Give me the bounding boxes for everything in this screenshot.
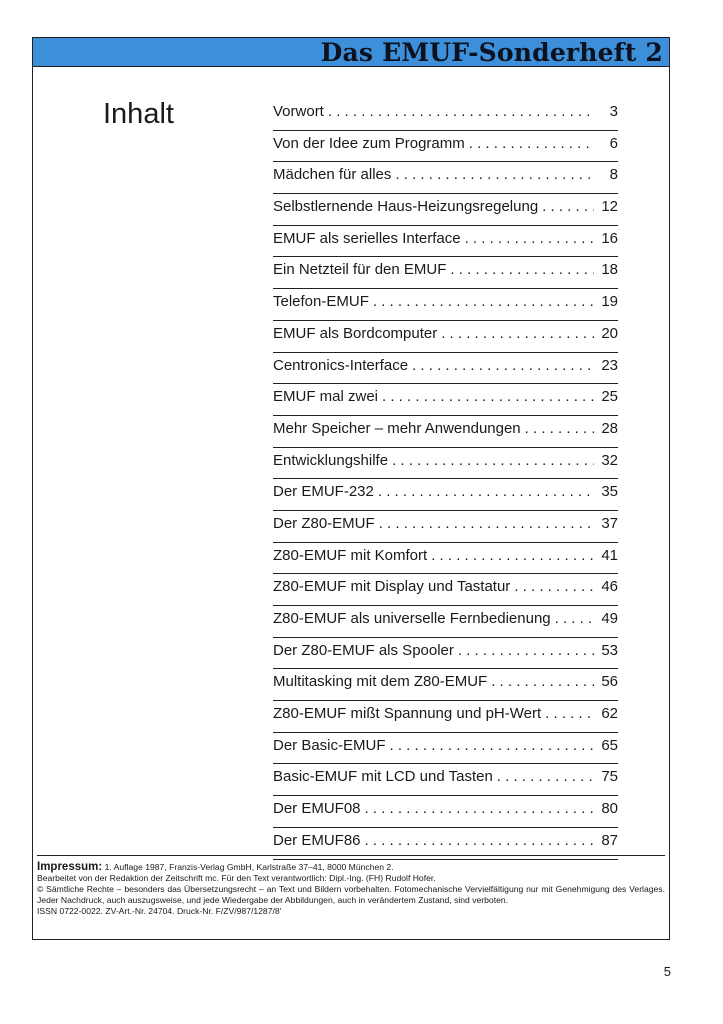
toc-entry-page: 87 xyxy=(601,831,618,849)
toc-entry-title: Entwicklungshilfe xyxy=(273,451,389,469)
toc-entry-title: Mehr Speicher – mehr Anwendungen xyxy=(273,419,521,437)
toc-entry-page: 62 xyxy=(601,705,618,723)
toc-leader-dots xyxy=(458,642,594,659)
toc-leader-dots xyxy=(412,357,594,374)
toc-entry-page: 6 xyxy=(609,134,618,152)
toc-entry-page: 16 xyxy=(601,229,618,247)
toc-entry xyxy=(273,321,618,353)
impressum-line-3: © Sämtliche Rechte – besonders das Übersetzungsrecht – an Text und Bildern vorbehalten. Fotomechanische Vervielfältigung nur mit Genehmigung des Verlages. xyxy=(37,884,665,894)
toc-entry-title: Der Z80-EMUF als Spooler xyxy=(273,641,454,659)
toc-entry-title: Mädchen für alles xyxy=(273,166,392,184)
toc-entry-title: Z80-EMUF mit Display und Tastatur xyxy=(273,578,511,596)
toc-leader-dots xyxy=(491,673,594,690)
impressum xyxy=(37,855,665,917)
toc-entry-title: Multitasking mit dem Z80-EMUF xyxy=(273,673,488,691)
toc-leader-dots xyxy=(390,737,594,754)
table-of-contents xyxy=(273,99,618,860)
toc-entry xyxy=(273,638,618,670)
toc-entry-page: 20 xyxy=(601,324,618,342)
toc-entry-page: 28 xyxy=(601,419,618,437)
toc-entry xyxy=(273,764,618,796)
banner-title: Das EMUF-Sonderheft 2 xyxy=(320,38,663,67)
toc-entry-page: 35 xyxy=(601,483,618,501)
toc-entry-title: EMUF als Bordcomputer xyxy=(273,324,438,342)
toc-entry-title: Centronics-Interface xyxy=(273,356,409,374)
toc-entry xyxy=(273,511,618,543)
toc-entry-title: Selbstlernende Haus-Heizungsregelung xyxy=(273,198,539,216)
toc-entry-title: Z80-EMUF mit Komfort xyxy=(273,546,428,564)
page-frame xyxy=(32,37,670,940)
impressum-line-5: ISSN 0722-0022. ZV-Art.-Nr. 24704. Druck-Nr. F/ZV/987/1287/8' xyxy=(37,906,282,916)
toc-entry-page: 65 xyxy=(601,736,618,754)
toc-entry-title: Der EMUF08 xyxy=(273,800,361,818)
toc-leader-dots xyxy=(555,610,594,627)
toc-entry xyxy=(273,543,618,575)
toc-leader-dots xyxy=(545,705,594,722)
toc-entry-title: EMUF als serielles Interface xyxy=(273,229,461,247)
toc-entry-page: 41 xyxy=(601,546,618,564)
toc-entry xyxy=(273,669,618,701)
impressum-label: Impressum: xyxy=(37,861,103,873)
toc-leader-dots xyxy=(542,198,594,215)
toc-entry-page: 12 xyxy=(601,198,618,216)
toc-entry-page: 80 xyxy=(601,800,618,818)
toc-entry-page: 23 xyxy=(601,356,618,374)
toc-entry xyxy=(273,353,618,385)
toc-entry xyxy=(273,796,618,828)
toc-leader-dots xyxy=(497,768,594,785)
toc-entry-title: Der Z80-EMUF xyxy=(273,514,375,532)
title-banner xyxy=(33,38,669,67)
toc-entry-title: Von der Idee zum Programm xyxy=(273,134,465,152)
impressum-line-2: Bearbeitet von der Redaktion der Zeitschrift mc. Für den Text verantwortlich: Dipl.-Ing. (FH) Rudolf Hofer. xyxy=(37,873,436,883)
toc-entry-title: Der EMUF86 xyxy=(273,831,361,849)
toc-entry xyxy=(273,448,618,480)
toc-entry xyxy=(273,99,618,131)
toc-leader-dots xyxy=(382,388,594,405)
toc-entry xyxy=(273,194,618,226)
toc-entry-title: Der Basic-EMUF xyxy=(273,736,386,754)
toc-leader-dots xyxy=(379,515,594,532)
impressum-line-4: Jeder Nachdruck, auch auszugsweise, und jede Wiedergabe der Abbildungen, auch in verändertem Zustand, sind verboten. xyxy=(37,895,509,905)
toc-entry xyxy=(273,162,618,194)
toc-leader-dots xyxy=(378,483,594,500)
toc-leader-dots xyxy=(373,293,594,310)
toc-entry-page: 18 xyxy=(601,261,618,279)
toc-entry-page: 46 xyxy=(601,578,618,596)
contents-heading: Inhalt xyxy=(103,98,174,130)
impressum-line-1: 1. Auflage 1987, Franzis-Verlag GmbH, Karlstraße 37–41, 8000 München 2. xyxy=(104,862,394,872)
toc-entry-page: 25 xyxy=(601,388,618,406)
toc-entry xyxy=(273,416,618,448)
toc-entry-page: 49 xyxy=(601,610,618,627)
toc-entry xyxy=(273,479,618,511)
toc-entry-page: 19 xyxy=(601,293,618,311)
toc-leader-dots xyxy=(365,832,594,849)
toc-leader-dots xyxy=(525,420,594,437)
toc-entry-title: Ein Netzteil für den EMUF xyxy=(273,261,447,279)
toc-leader-dots xyxy=(328,103,594,120)
toc-entry xyxy=(273,701,618,733)
toc-entry-page: 53 xyxy=(601,641,618,659)
toc-entry xyxy=(273,606,618,638)
toc-entry-page: 8 xyxy=(609,166,618,184)
toc-leader-dots xyxy=(514,578,594,595)
toc-entry-title: Telefon-EMUF xyxy=(273,293,369,311)
toc-entry-page: 32 xyxy=(601,451,618,469)
toc-entry xyxy=(273,733,618,765)
toc-entry-title: EMUF mal zwei xyxy=(273,388,379,406)
toc-leader-dots xyxy=(431,547,594,564)
toc-entry xyxy=(273,131,618,163)
toc-leader-dots xyxy=(392,452,594,469)
toc-entry-title: Z80-EMUF mißt Spannung und pH-Wert xyxy=(273,705,542,723)
toc-entry-page: 3 xyxy=(609,103,618,120)
toc-leader-dots xyxy=(469,135,594,152)
toc-entry-page: 37 xyxy=(601,514,618,532)
toc-entry-page: 56 xyxy=(601,673,618,691)
toc-entry-title: Vorwort xyxy=(273,103,324,120)
toc-entry-page: 75 xyxy=(601,768,618,786)
toc-entry-title: Der EMUF-232 xyxy=(273,483,374,501)
toc-entry xyxy=(273,226,618,258)
toc-entry xyxy=(273,384,618,416)
toc-entry-title: Basic-EMUF mit LCD und Tasten xyxy=(273,768,493,786)
toc-entry-title: Z80-EMUF als universelle Fernbedienung xyxy=(273,610,551,627)
toc-entry xyxy=(273,257,618,289)
toc-leader-dots xyxy=(450,261,594,278)
toc-entry xyxy=(273,574,618,606)
toc-leader-dots xyxy=(365,800,594,817)
toc-entry xyxy=(273,289,618,321)
page-number: 5 xyxy=(663,964,671,979)
toc-leader-dots xyxy=(465,230,594,247)
toc-leader-dots xyxy=(441,325,594,342)
toc-leader-dots xyxy=(395,166,594,183)
